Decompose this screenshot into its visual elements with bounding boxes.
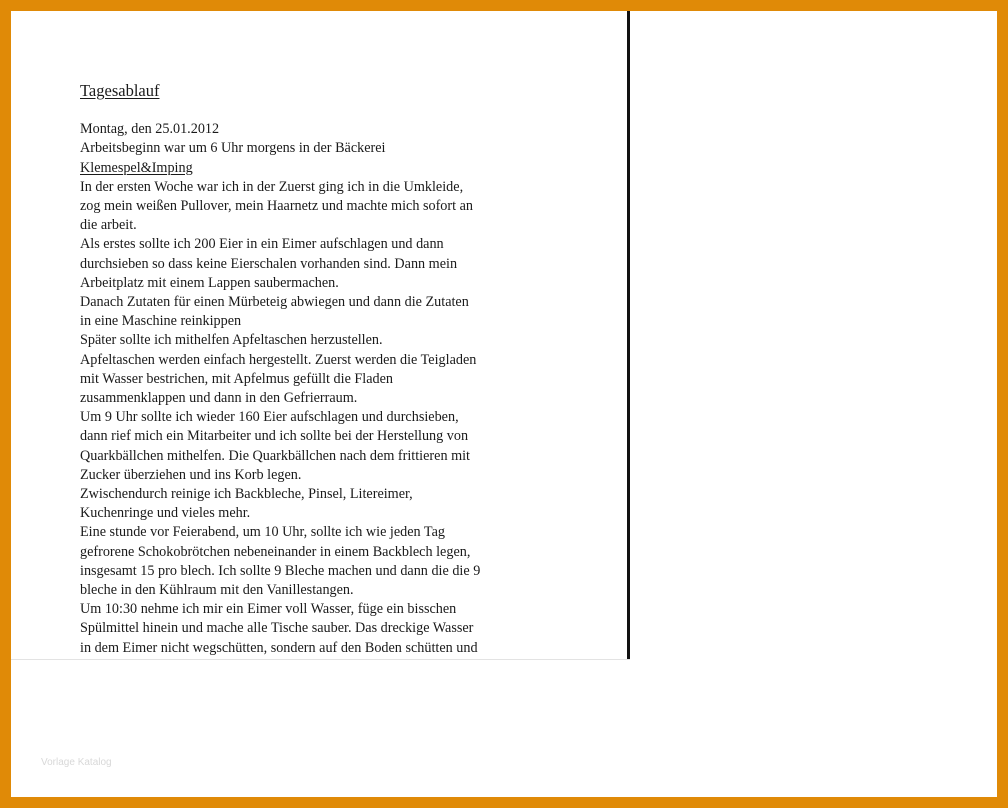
text-line: Danach Zutaten für einen Mürbeteig abwiegen und dann die Zutaten [80,294,469,311]
watermark: Vorlage Katalog [41,757,112,768]
text-line: Kuchenringe und vieles mehr. [80,505,251,522]
document-title: Tagesablauf [80,81,160,100]
text-line: Später sollte ich mithelfen Apfeltaschen herzustellen. [80,332,383,349]
text-line: die arbeit. [80,217,137,234]
text-line: insgesamt 15 pro blech. Ich sollte 9 Bleche machen und dann die die 9 [80,562,481,579]
text-line: in eine Maschine reinkippen [80,313,242,330]
text-line: bleche in den Kühlraum mit den Vanillestangen. [80,582,354,599]
text-line: Eine stunde vor Feierabend, um 10 Uhr, sollte ich wie jeden Tag [80,524,445,541]
text-line: Apfeltaschen werden einfach hergestellt. Zuerst werden die Teigladen [80,351,477,368]
date-line: Montag, den 25.01.2012 [80,121,220,138]
page-right-edge [627,11,630,660]
text-line: In der ersten Woche war ich in der Zuerst ging ich in die Umkleide, [80,178,464,195]
text-line: in dem Eimer nicht wegschütten, sondern auf den Boden schütten und [80,639,478,656]
text-line: zusammenklappen und dann in den Gefrierraum. [80,390,358,407]
text-line: durchsieben so dass keine Eierschalen vorhanden sind. Dann mein [80,255,458,272]
document-page [11,11,628,659]
text-line: dann rief mich ein Mitarbeiter und ich sollte bei der Herstellung von [80,428,469,445]
text-line: Arbeitsbeginn war um 6 Uhr morgens in der Bäckerei [80,140,386,157]
document-body [80,81,560,658]
text-line: Zucker überziehen und ins Korb legen. [80,466,302,483]
text-line: zog mein weißen Pullover, mein Haarnetz und machte mich sofort an [80,198,474,215]
text-line: mit Wasser bestrichen, mit Apfelmus gefüllt die Fladen [80,370,394,387]
page-bottom-edge [11,659,630,660]
text-line: Arbeitplatz mit einem Lappen saubermachen. [80,274,339,291]
text-line: Um 9 Uhr sollte ich wieder 160 Eier aufschlagen und durchsieben, [80,409,459,426]
text-line: Als erstes sollte ich 200 Eier in ein Eimer aufschlagen und dann [80,236,444,253]
text-line: Um 10:30 nehme ich mir ein Eimer voll Wasser, füge ein bisschen [80,601,457,618]
text-line: Spülmittel hinein und mache alle Tische sauber. Das dreckige Wasser [80,620,474,637]
text-line: Zwischendurch reinige ich Backbleche, Pinsel, Litereimer, [80,486,413,503]
text-line: gefrorene Schokobrötchen nebeneinander in einem Backblech legen, [80,543,471,560]
bakery-name: Klemespel&Imping [80,159,193,176]
text-line: Quarkbällchen mithelfen. Die Quarkbällchen nach dem frittieren mit [80,447,471,464]
